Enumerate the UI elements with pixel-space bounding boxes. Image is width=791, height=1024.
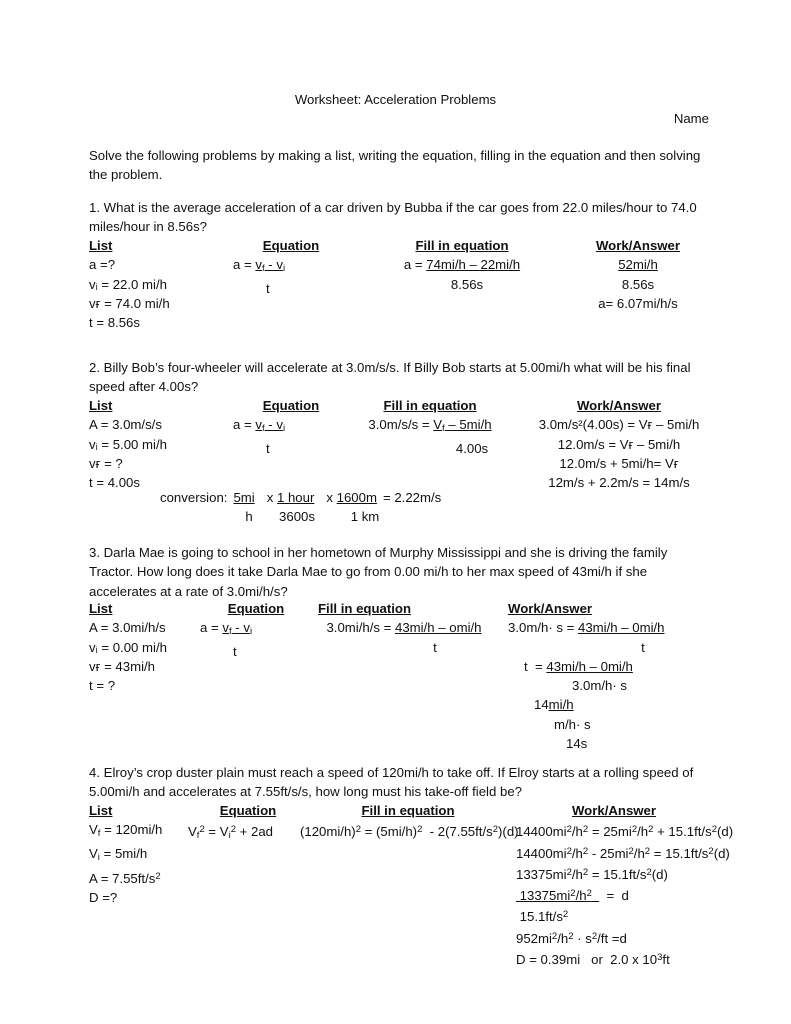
problem-4-equation-column — [188, 801, 308, 846]
list-item: vғ = ? — [89, 455, 123, 471]
list-item: A = 3.0m/s/s — [89, 417, 162, 433]
problem-2-conversion — [160, 488, 441, 527]
column-header-work: Work/Answer — [576, 398, 662, 413]
work-line: 12.0m/s = Vғ – 5mi/h — [557, 436, 681, 452]
name-label: Name — [673, 111, 709, 126]
list-item: $A = 7.55ft/s^2$ — [89, 871, 161, 887]
conversion-denominator-2: 3600s — [279, 509, 315, 525]
equation-denominator: t — [266, 440, 270, 456]
fill-numerator: $3.0m/s/s = V_f - 5mi/h$ — [368, 417, 492, 435]
list-item: vғ = 74.0 mi/h — [89, 295, 170, 311]
problem-1-list-column — [89, 236, 170, 332]
conversion-denominator-3: 1 km — [350, 509, 380, 525]
column-header-list: List — [89, 601, 113, 616]
list-item: $V_f = 120mi/h$ — [89, 822, 163, 840]
list-item: t = 4.00s — [89, 475, 140, 491]
problem-3-equation-column — [196, 599, 316, 661]
fill-numerator: 3.0mi/h/s = 43mi/h – omi/h — [326, 620, 482, 636]
conversion-top: conversion: 5mi x 1 hour x 1600m = 2.22m/s — [160, 490, 442, 505]
list-item: $V_i = 5mi/h$ — [89, 845, 148, 863]
problem-3-fill-column — [300, 599, 508, 657]
work-line: $14400mi^2/h^2 = 25mi^2/h^2 + 15.1ft/s^2(d)$ — [516, 824, 734, 840]
problem-1-fill-column — [356, 236, 568, 294]
fill-numerator: a = 74mi/h – 22mi/h — [403, 257, 521, 273]
problem-1-prompt: 1. What is the average acceleration of a car driven by Bubba if the car goes from 22.0 miles/hour to 74.0 miles/hour in 8.56s? — [89, 200, 697, 235]
column-header-fill: Fill in equation — [361, 803, 455, 818]
column-header-work: Work/Answer — [595, 238, 681, 253]
column-header-work: Work/Answer — [571, 803, 657, 818]
conversion-numerator-3: 1600m — [336, 490, 377, 505]
problem-4-list-column — [89, 801, 162, 908]
problem-2-work-column — [530, 396, 708, 492]
instructions-text: Solve the following problems by making a list, writing the equation, filling in the equation and then solving the problem. — [89, 148, 701, 183]
column-header-fill: Fill in equation — [383, 398, 477, 413]
list-item: A = 3.0mi/h/s — [89, 620, 166, 636]
work-line: $13375mi^2/h^2$ = d — [516, 888, 629, 904]
conversion-numerator-2: 1 hour — [276, 490, 315, 505]
column-header-list: List — [89, 803, 113, 818]
equation-numerator: $a = v_f - v_i$ — [200, 620, 253, 638]
equation-denominator: t — [266, 280, 270, 296]
conversion-denominator-1: h — [245, 509, 253, 525]
equation-line: $V_f^2 = V_i^2 + 2ad$ — [188, 824, 274, 842]
work-line: D = 0.39mi or 2.0 x $10^3ft$ — [516, 951, 670, 967]
work-line: 3.0m/s²(4.00s) = Vғ – 5mi/h — [538, 417, 700, 433]
problem-3-work-column — [508, 599, 708, 753]
list-item: vᵢ = 5.00 mi/h — [89, 436, 167, 452]
work-line: t = 43mi/h – 0mi/h — [524, 658, 633, 674]
problem-3-list-column — [89, 599, 167, 695]
column-header-equation: Equation — [227, 601, 285, 616]
list-item: a =? — [89, 257, 116, 273]
column-header-fill: Fill in equation — [318, 601, 412, 616]
work-line: $15.1ft/s^2$ — [516, 909, 569, 925]
column-header-equation: Equation — [219, 803, 277, 818]
column-header-list: List — [89, 238, 113, 253]
work-line: 14s — [566, 736, 588, 752]
list-item: vғ = 43mi/h — [89, 658, 156, 674]
conversion-result: = 2.22m/s — [382, 490, 442, 505]
page-title: Worksheet: Acceleration Problems — [294, 92, 497, 107]
list-item: vᵢ = 0.00 mi/h — [89, 639, 167, 655]
list-item: t = 8.56s — [89, 315, 140, 331]
problem-4-prompt: 4. Elroy’s crop duster plain must reach a speed of 120mi/h to take off. If Elroy starts at a rolling speed of 5.00mi/h and accelerates at 7.55ft/s/s, how long must his take-off field be? — [89, 765, 694, 800]
problem-2-list-column — [89, 396, 167, 492]
work-line: a= 6.07mi/h/s — [598, 295, 678, 311]
work-line: 3.0m/h· s = 43mi/h – 0mi/h — [508, 620, 665, 636]
list-item: t = ? — [89, 678, 116, 694]
list-item: vᵢ = 22.0 mi/h — [89, 276, 167, 292]
column-header-list: List — [89, 398, 113, 413]
conversion-numerator-1: 5mi — [233, 490, 255, 505]
problem-4-work-column — [516, 801, 736, 969]
fill-denominator: t — [433, 639, 437, 655]
work-line: $13375mi^2/h^2 = 15.1ft/s^2(d)$ — [516, 866, 668, 882]
work-line: m/h· s — [554, 716, 591, 732]
equation-numerator: $a = v_f - v_i$ — [233, 417, 286, 435]
problem-3-prompt: 3. Darla Mae is going to school in her hometown of Murphy Mississippi and she is driving the family Tractor. How long does it take Darla Mae to go from 0.00 mi/h to her max speed of 43mi/h if she accelerates at a rate of 3.0mi/h/s? — [89, 545, 668, 599]
column-header-equation: Equation — [262, 398, 320, 413]
work-line: 14mi/h — [534, 697, 574, 713]
work-line: $14400mi^2/h^2 - 25mi^2/h^2 = 15.1ft/s^2(d)$ — [516, 845, 730, 861]
equation-denominator: t — [233, 643, 237, 659]
problem-2-fill-column — [330, 396, 530, 458]
work-line: $952mi^2/h^2 \cdot s^2/ft =d$ — [516, 930, 627, 946]
equation-fraction-top: $v_f - v_i$ — [255, 257, 286, 275]
work-line: t — [641, 639, 645, 655]
list-item: D =? — [89, 890, 118, 906]
work-line: 12.0m/s + 5mi/h= Vғ — [559, 455, 679, 471]
fill-denominator: 4.00s — [455, 440, 489, 456]
column-header-work: Work/Answer — [508, 601, 593, 616]
equation-numerator: $a = v_f - v_i$ — [233, 257, 286, 275]
problem-4-fill-column — [300, 801, 519, 842]
fill-line: $(120mi/h)^2 = (5mi/h)^2 - 2(7.55ft/s^2)(d)$ — [300, 824, 519, 840]
column-header-fill: Fill in equation — [415, 238, 509, 253]
conversion-bottom — [160, 507, 441, 526]
work-line: 3.0m/h· s — [572, 678, 627, 694]
problem-1-work-column — [568, 236, 708, 313]
fill-denominator: 8.56s — [450, 276, 484, 292]
problem-2-prompt: 2. Billy Bob’s four-wheeler will accelerate at 3.0m/s/s. If Billy Bob starts at 5.00mi/h what will be his final speed after 4.00s? — [89, 360, 691, 395]
column-header-equation: Equation — [262, 238, 320, 253]
work-line: 8.56s — [621, 276, 655, 292]
work-line: 12m/s + 2.2m/s = 14m/s — [548, 475, 690, 491]
problem-1-equation-column — [226, 236, 356, 298]
work-line: 52mi/h — [618, 257, 658, 273]
